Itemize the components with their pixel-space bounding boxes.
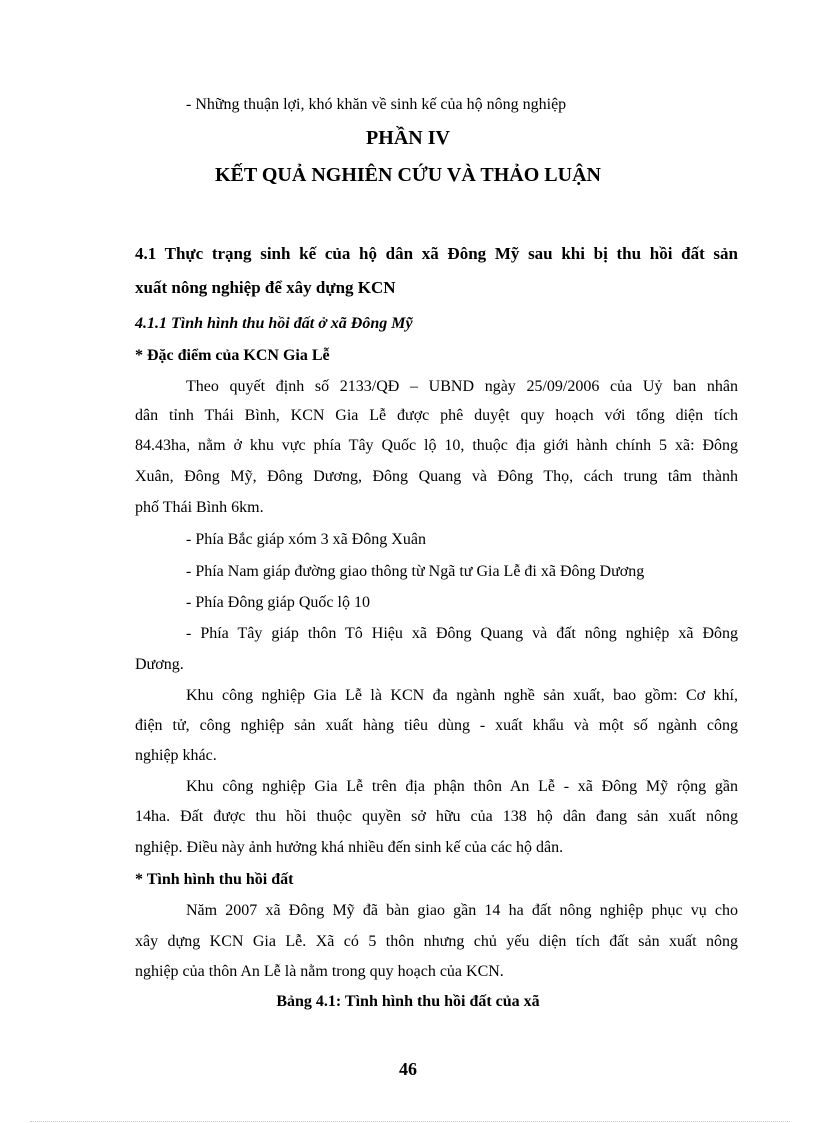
para1-line5: phố Thái Bình 6km.	[135, 499, 264, 516]
intro-bullet: - Những thuận lợi, khó khăn về sinh kế của hộ nông nghiệp	[186, 96, 567, 113]
section-4-1-line1: 4.1 Thực trạng sinh kế của hộ dân xã Đông Mỹ sau khi bị thu hồi đất sản	[135, 244, 738, 263]
para4-line3: nghiệp của thôn An Lễ là nằm trong quy hoạch của KCN.	[135, 963, 504, 980]
para2-line3: nghiệp khác.	[135, 747, 217, 764]
para4-line2: xây dựng KCN Gia Lễ. Xã có 5 thôn nhưng chủ yếu diện tích đất sản xuất nông	[135, 933, 738, 950]
section-4-1-line2: xuất nông nghiệp để xây dựng KCN	[135, 278, 396, 297]
para1-line1: Theo quyết định số 2133/QĐ – UBND ngày 25/09/2006 của Uỷ ban nhân	[186, 378, 738, 395]
border-west: - Phía Tây giáp thôn Tô Hiệu xã Đông Quang và đất nông nghiệp xã Đông	[186, 625, 738, 642]
table-caption: Bảng 4.1: Tình hình thu hồi đất của xã	[276, 993, 540, 1010]
heading-thu-hoi: * Tình hình thu hồi đất	[135, 871, 294, 888]
border-north: - Phía Bắc giáp xóm 3 xã Đông Xuân	[186, 531, 426, 548]
page-number: 46	[399, 1059, 417, 1079]
page-bottom-divider	[30, 1121, 790, 1122]
para2-line1: Khu công nghiệp Gia Lễ là KCN đa ngành nghề sản xuất, bao gồm: Cơ khí,	[186, 687, 738, 704]
part-subtitle: KẾT QUẢ NGHIÊN CỨU VÀ THẢO LUẬN	[215, 164, 601, 186]
para1-line4: Xuân, Đông Mỹ, Đông Dương, Đông Quang và Đông Thọ, cách trung tâm thành	[135, 468, 738, 485]
para1-line2: dân tỉnh Thái Bình, KCN Gia Lễ được phê duyệt quy hoạch với tổng diện tích	[135, 407, 738, 424]
para2-line2: điện tử, công nghiệp sản xuất hàng tiêu dùng - xuất khẩu và một số ngành công	[135, 717, 738, 734]
border-east: - Phía Đông giáp Quốc lộ 10	[186, 594, 370, 611]
border-south: - Phía Nam giáp đường giao thông từ Ngã tư Gia Lễ đi xã Đông Dương	[186, 563, 645, 580]
section-4-1-1-heading: 4.1.1 Tình hình thu hồi đất ở xã Đông Mỹ	[135, 315, 413, 332]
para1-line3: 84.43ha, nằm ở khu vực phía Tây Quốc lộ 10, thuộc địa giới hành chính 5 xã: Đông	[135, 437, 738, 454]
para3-line3: nghiệp. Điều này ảnh hưởng khá nhiều đến sinh kế của các hộ dân.	[135, 839, 564, 856]
heading-dac-diem: * Đặc điểm của KCN Gia Lễ	[135, 347, 330, 364]
para3-line2: 14ha. Đất được thu hồi thuộc quyền sở hữu của 138 hộ dân đang sản xuất nông	[135, 808, 738, 825]
para4-line1: Năm 2007 xã Đông Mỹ đã bàn giao gần 14 ha đất nông nghiệp phục vụ cho	[186, 902, 738, 919]
para3-line1: Khu công nghiệp Gia Lễ trên địa phận thôn An Lễ - xã Đông Mỹ rộng gần	[186, 778, 738, 795]
part-title: PHẦN IV	[366, 127, 450, 149]
border-west-cont: Dương.	[135, 656, 184, 673]
